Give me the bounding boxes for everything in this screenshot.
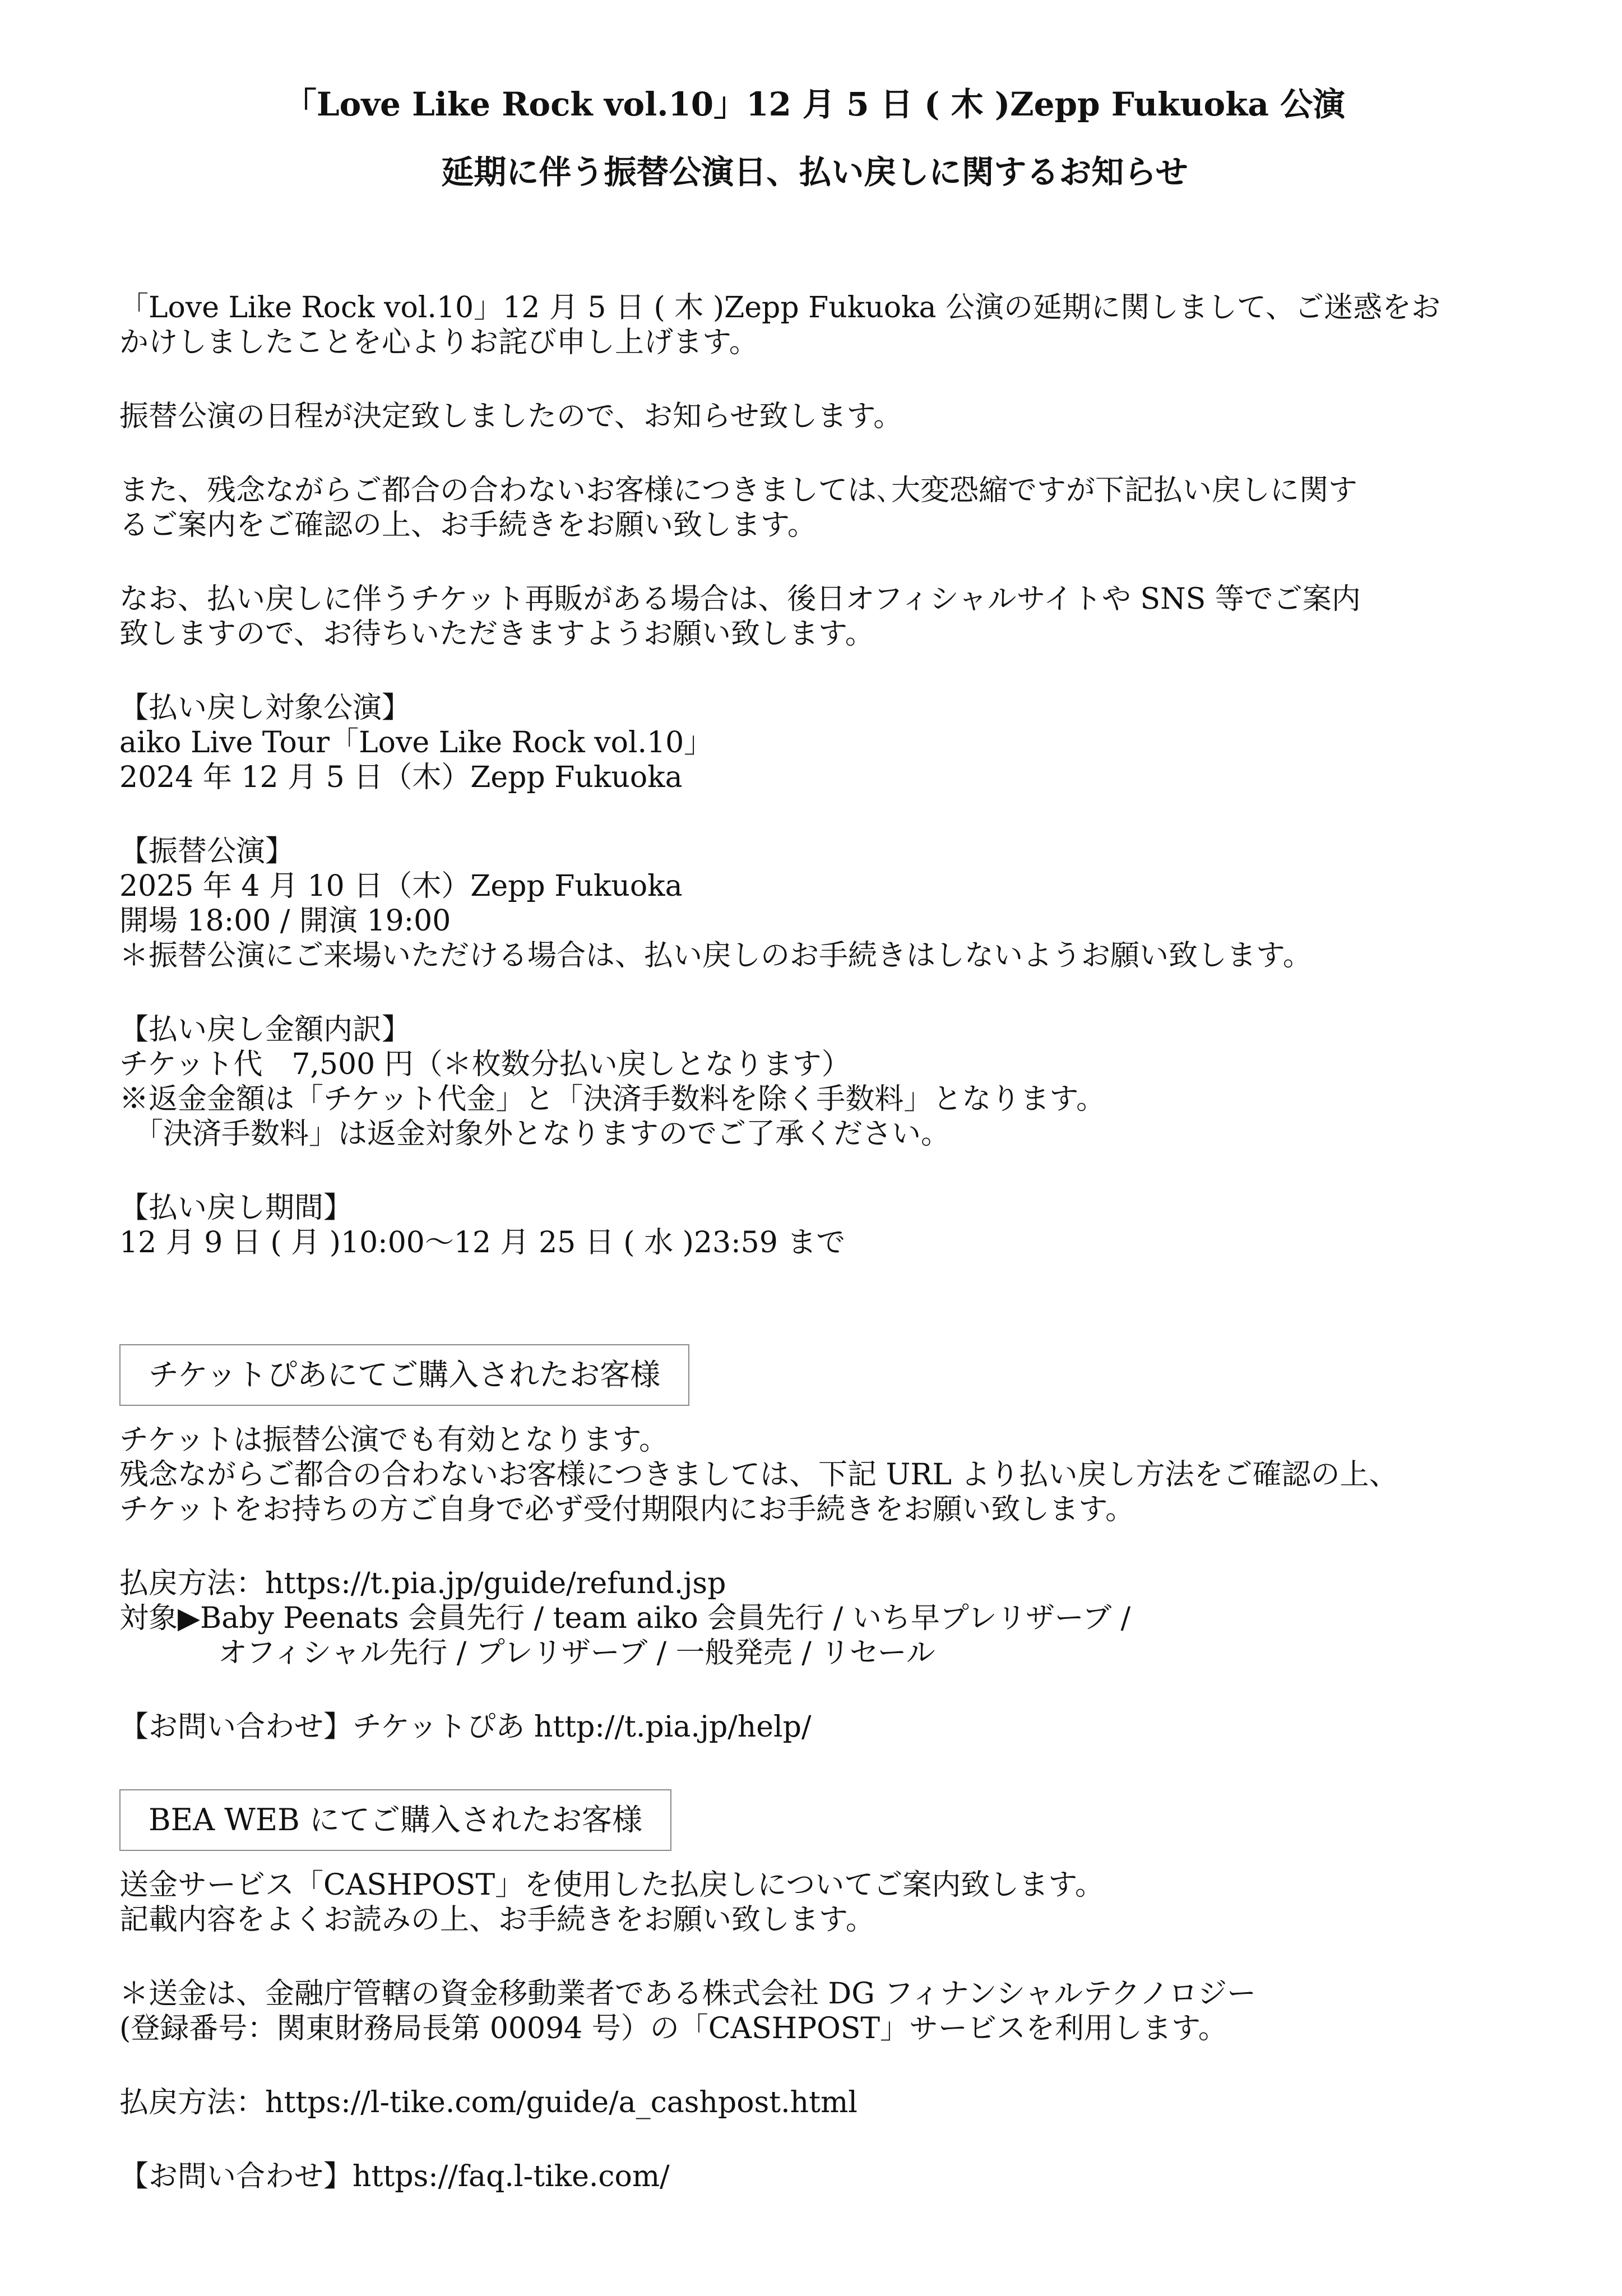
- intro-paragraph-4: [119, 582, 1510, 651]
- intro-p4-line-2: 致しますので、お待ちいただきますようお願い致します。: [119, 617, 874, 651]
- intro-paragraph-2: 振替公演の日程が決定致しましたので、お知らせ致します。: [119, 400, 903, 433]
- bea-note-line-1: ＊送金は、金融庁管轄の資金移動業者である株式会社 DG フィナンシャルテクノロジー: [119, 1977, 1257, 2011]
- refund-period-heading: 【払い戻し期間】: [119, 1191, 353, 1225]
- intro-p3-line-1: また、残念ながらご都合の合わないお客様につきましては､大変恐縮ですが下記払い戻しに関す: [119, 474, 1357, 507]
- title-line-1: 「Love Like Rock vol.10」12 月 5 日 ( 木 )Zepp Fukuoka 公演: [284, 85, 1346, 123]
- intro-p1-line-2: かけしましたことを心よりお詫び申し上げます。: [119, 326, 758, 359]
- title-line-2: 延期に伴う振替公演日、払い戻しに関するお知らせ: [441, 152, 1188, 191]
- intro-p4-line-1: なお、払い戻しに伴うチケット再販がある場合は、後日オフィシャルサイトや SNS 等でご案内: [119, 582, 1361, 616]
- reschedule-heading: 【振替公演】: [119, 835, 295, 868]
- pia-section: [119, 1344, 1510, 1744]
- bea-line-1: 送金サービス「CASHPOST」を使用した払戻しについてご案内致します。: [119, 1868, 1105, 1902]
- intro-p3-line-2: るご案内をご確認の上、お手続きをお願い致します。: [119, 508, 817, 542]
- bea-section: [119, 1789, 1510, 2194]
- pia-contact: 【お問い合わせ】チケットぴあ http://t.pia.jp/help/: [119, 1710, 812, 1744]
- reschedule-times: 開場 18:00 / 開演 19:00: [119, 904, 451, 938]
- refund-target-tour: aiko Live Tour「Love Like Rock vol.10」: [119, 726, 713, 760]
- bea-contact: 【お問い合わせ】https://faq.l-tike.com/: [119, 2160, 670, 2193]
- refund-amount-note-1: ※返金金額は「チケット代金」と「決済手数料を除く手数料」となります。: [119, 1082, 1106, 1116]
- bea-note-line-2: (登録番号：関東財務局長第 00094 号）の「CASHPOST」サービスを利用します。: [119, 2012, 1227, 2045]
- pia-line-1: チケットは振替公演でも有効となります。: [119, 1423, 669, 1457]
- refund-amount-note-2: 「決済手数料」は返金対象外となりますのでご了承ください。: [134, 1117, 951, 1151]
- bea-refund-method: 払戻方法：https://l-tike.com/guide/a_cashpost.html: [119, 2086, 858, 2119]
- notice-body: [119, 290, 1510, 2194]
- refund-target-date: 2024 年 12 月 5 日（木）Zepp Fukuoka: [119, 761, 683, 794]
- bea-line-2: 記載内容をよくお読みの上、お手続きをお願い致します。: [119, 1903, 875, 1937]
- refund-amount-section: [119, 1012, 1510, 1151]
- pia-box-heading: チケットぴあにてご購入されたお客様: [119, 1344, 689, 1406]
- pia-line-2: 残念ながらご都合の合わないお客様につきましては、下記 URL より払い戻し方法をご確認の上、: [119, 1458, 1398, 1492]
- pia-target-line-2: オフィシャル先行 / プレリザーブ / 一般発売 / リセール: [218, 1636, 935, 1670]
- intro-paragraph-3: [119, 473, 1510, 543]
- refund-period-section: [119, 1191, 1510, 1260]
- refund-target-heading: 【払い戻し対象公演】: [119, 691, 411, 725]
- reschedule-date: 2025 年 4 月 10 日（木）Zepp Fukuoka: [119, 869, 683, 903]
- notice-title: [119, 84, 1510, 192]
- refund-amount-ticket: チケット代 7,500 円（＊枚数分払い戻しとなります）: [119, 1048, 851, 1081]
- pia-target-line-1: 対象▶Baby Peenats 会員先行 / team aiko 会員先行 / いち早プレリザーブ /: [119, 1601, 1131, 1635]
- pia-refund-method: 払戻方法：https://t.pia.jp/guide/refund.jsp: [119, 1567, 726, 1600]
- intro-p1-line-1: 「Love Like Rock vol.10」12 月 5 日 ( 木 )Zepp Fukuoka 公演の延期に関しまして、ご迷惑をお: [119, 291, 1441, 325]
- reschedule-note: ＊振替公演にご来場いただける場合は、払い戻しのお手続きはしないようお願い致します。: [119, 939, 1312, 973]
- bea-box-heading: BEA WEB にてご購入されたお客様: [119, 1789, 671, 1851]
- reschedule-section: [119, 834, 1510, 973]
- refund-amount-heading: 【払い戻し金額内訳】: [119, 1013, 411, 1047]
- pia-line-3: チケットをお持ちの方ご自身で必ず受付期限内にお手続きをお願い致します。: [119, 1493, 1135, 1526]
- refund-period-range: 12 月 9 日 ( 月 )10:00〜12 月 25 日 ( 水 )23:59 まで: [119, 1226, 846, 1260]
- intro-paragraph-1: [119, 290, 1510, 360]
- refund-target-section: [119, 691, 1510, 795]
